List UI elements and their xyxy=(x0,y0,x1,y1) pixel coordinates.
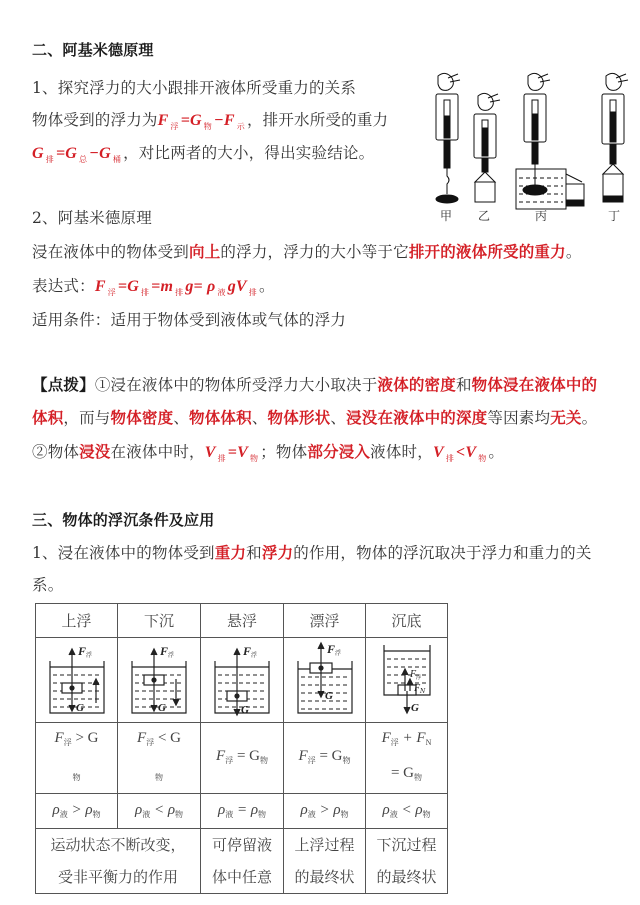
formula-volume-equal: V $_排$ =V $_物$ xyxy=(204,444,259,463)
figure-label-jia: 甲 xyxy=(440,209,453,223)
beaker-suspend-icon xyxy=(207,639,277,717)
table-description-row xyxy=(36,829,448,894)
formula-archimedes: F $_浮$ =G $_排$ =m $_排$ g= ρ $_液$ gV $_排$ xyxy=(94,278,257,297)
tip-label: 【点拨】 xyxy=(32,375,95,394)
text: ，对比两者的大小，得出实验结论。 xyxy=(123,144,375,162)
svg-text:F: F xyxy=(77,644,86,658)
applicable-conditions: 适用条件：适用于物体受到液体或气体的浮力 xyxy=(32,311,347,329)
description-rise-sink: 运动状态不断改变， 受非平衡力的作用 xyxy=(36,829,201,894)
formula-volume-less: V $_排$ <V $_物$ xyxy=(432,444,487,463)
header-suspend: 悬浮 xyxy=(201,604,284,638)
condition-rise: $F_浮 > G$ $_物$ xyxy=(36,723,118,794)
table-force-condition-row xyxy=(36,723,448,794)
buoyancy-measure-line xyxy=(32,110,388,137)
displaced-weight-line xyxy=(32,143,374,170)
condition-sink: $F_浮 < G$ $_物$ xyxy=(118,723,201,794)
condition-suspend: $F_浮 = G_物$ xyxy=(201,723,284,794)
formula-displaced-weight: G $_排$ =G $_总$ −G $_桶$ xyxy=(32,145,122,164)
tip-line-1: 【点拨】①浸在液体中的物体所受浮力大小取决于液体的密度和物体浸在液体中的 xyxy=(32,375,598,394)
diagram-suspend xyxy=(201,638,284,723)
svg-text:F: F xyxy=(413,683,420,694)
subsection-title-explore: 1、探究浮力的大小跟排开液体所受重力的关系 xyxy=(32,79,357,97)
float-sink-intro: 1、浸在液体中的物体受到重力和浮力的作用，物体的浮沉取决于浮力和重力的关 xyxy=(32,543,592,562)
density-rise: $\rho_液 > \rho_物$ xyxy=(36,794,118,829)
svg-text:G: G xyxy=(75,702,84,714)
condition-float: $F_浮 = G_物$ xyxy=(284,723,366,794)
svg-text:F: F xyxy=(409,669,416,680)
figure-label-ding: 丁 xyxy=(608,209,621,223)
svg-text:浮: 浮 xyxy=(85,652,92,659)
svg-text:G: G xyxy=(158,702,166,714)
diagram-rise xyxy=(36,638,118,723)
svg-text:G: G xyxy=(410,702,419,714)
svg-text:G: G xyxy=(241,704,249,716)
description-suspend: 可停留液 体中任意 xyxy=(201,829,284,894)
density-bottom: $\rho_液 < \rho_物$ xyxy=(366,794,448,829)
diagram-bottom xyxy=(366,638,448,723)
table-header-row xyxy=(36,604,448,638)
beaker-sink-icon xyxy=(124,639,194,717)
spring-scale-experiment-figure xyxy=(418,66,638,226)
diagram-float xyxy=(284,638,366,723)
svg-text:浮: 浮 xyxy=(251,652,258,659)
spring-scale-icon xyxy=(418,66,638,226)
tip-line-3: ②物体浸没在液体中时，V $_排$ =V $_物$ ；物体部分浸入液体时，V $_排$ <V $_物$ 。 xyxy=(32,442,505,463)
subsection-title-principle: 2、阿基米德原理 xyxy=(32,209,152,227)
float-sink-intro-cont: 系。 xyxy=(32,576,64,594)
density-sink: $\rho_液 < \rho_物$ xyxy=(118,794,201,829)
principle-statement: 浸在液体中的物体受到向上的浮力，浮力的大小等于它排开的液体所受的重力。 xyxy=(32,242,582,261)
svg-text:F: F xyxy=(160,644,169,658)
formula-buoyancy: F $_浮$ =G $_物$ −F $_示$ xyxy=(157,112,245,131)
section-heading-archimedes: 二、阿基米德原理 xyxy=(32,41,154,59)
condition-bottom: $F_浮 + F_N$ = $G_物$ xyxy=(366,723,448,794)
figure-label-bing: 丙 xyxy=(535,209,548,223)
description-float: 上浮过程 的最终状 xyxy=(284,829,366,894)
header-sink: 下沉 xyxy=(118,604,201,638)
beaker-float-icon xyxy=(290,639,360,717)
table-density-row xyxy=(36,794,448,829)
table-diagram-row xyxy=(36,638,448,723)
beaker-rise-icon xyxy=(42,639,112,717)
text: ，排开水所受的重力 xyxy=(246,111,389,129)
section-heading-float-sink: 三、物体的浮沉条件及应用 xyxy=(32,511,215,529)
header-bottom: 沉底 xyxy=(366,604,448,638)
svg-text:浮: 浮 xyxy=(415,675,421,681)
tip-line-2: 体积，而与物体密度、物体体积、物体形状、浸没在液体中的深度等因素均无关。 xyxy=(32,408,598,427)
svg-text:浮: 浮 xyxy=(334,650,341,657)
beaker-bottom-icon xyxy=(372,639,442,717)
svg-text:浮: 浮 xyxy=(168,652,175,659)
svg-text:N: N xyxy=(419,688,425,695)
svg-text:F: F xyxy=(326,642,335,656)
figure-label-yi: 乙 xyxy=(478,209,491,223)
svg-text:G: G xyxy=(324,690,333,702)
header-rise: 上浮 xyxy=(36,604,118,638)
density-float: $\rho_液 > \rho_物$ xyxy=(284,794,366,829)
diagram-sink xyxy=(118,638,201,723)
svg-text:F: F xyxy=(243,644,252,658)
header-float: 漂浮 xyxy=(284,604,366,638)
float-sink-conditions-table xyxy=(35,603,448,894)
description-bottom: 下沉过程 的最终状 xyxy=(366,829,448,894)
expression-line: 表达式：F $_浮$ =G $_排$ =m $_排$ g= ρ $_液$ gV $_排$ 。 xyxy=(32,277,275,297)
density-suspend: $\rho_液 = \rho_物$ xyxy=(201,794,284,829)
text: 物体受到的浮力为 xyxy=(32,111,158,129)
